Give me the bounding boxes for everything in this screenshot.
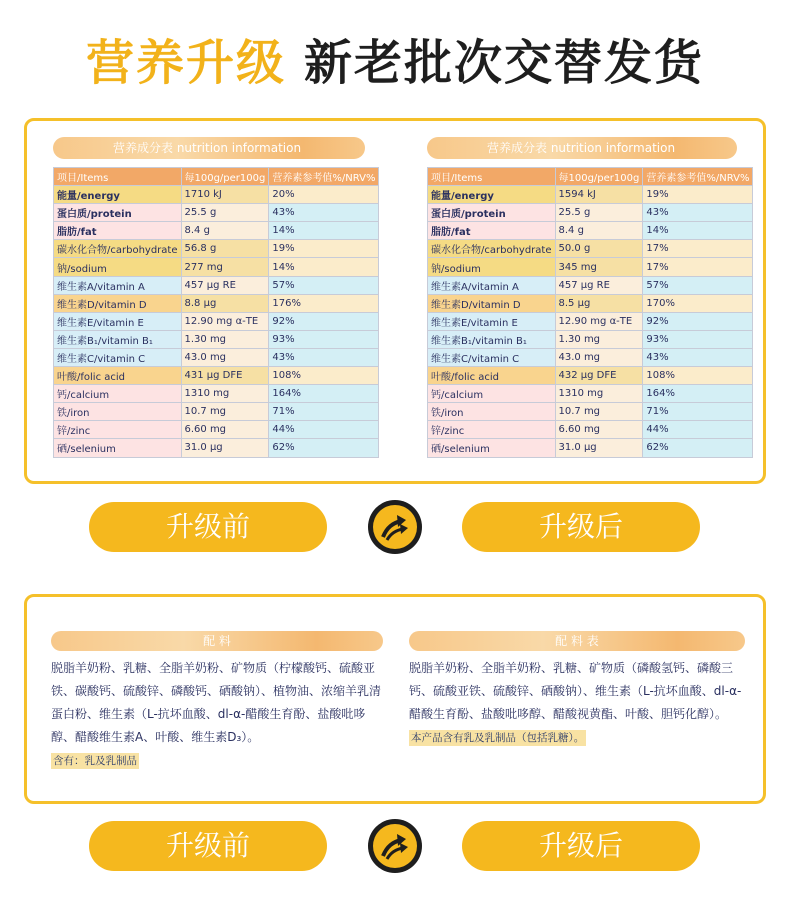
nrv-value: 71% <box>269 403 379 421</box>
nutrient-value: 10.7 mg <box>181 403 269 421</box>
nutrient-name: 锌/zinc <box>54 421 182 439</box>
nutrient-value: 50.0 g <box>555 240 643 258</box>
nutrient-name: 钙/calcium <box>54 385 182 403</box>
nutrient-value: 6.60 mg <box>555 421 643 439</box>
nutrient-value: 10.7 mg <box>555 403 643 421</box>
headline-highlight: 营养升级 <box>85 35 286 91</box>
nutrient-name: 钠/sodium <box>54 258 182 276</box>
ingredients-banner: 配 料 表 <box>409 631 745 651</box>
column-header: 营养素参考值%/NRV% <box>269 168 379 186</box>
column-header: 项目/Items <box>428 168 556 186</box>
table-row <box>54 222 379 240</box>
nutrient-name: 碳水化合物/carbohydrate <box>428 240 556 258</box>
nutrient-value: 31.0 μg <box>555 439 643 457</box>
nutrient-name: 维生素B₁/vitamin B₁ <box>54 330 182 348</box>
table-row <box>428 312 753 330</box>
nrv-value: 43% <box>643 348 753 366</box>
table-row <box>428 385 753 403</box>
upgrade-arrow-icon <box>368 500 422 554</box>
nrv-value: 44% <box>269 421 379 439</box>
nutrient-name: 维生素A/vitamin A <box>428 276 556 294</box>
column-header: 每100g/per100g <box>555 168 643 186</box>
nutrient-value: 8.8 μg <box>181 294 269 312</box>
table-row <box>54 276 379 294</box>
nutrition-banner: 营养成分表 nutrition information <box>53 137 365 159</box>
column-header: 项目/Items <box>54 168 182 186</box>
ingredients-banner: 配 料 <box>51 631 383 651</box>
table-row <box>428 421 753 439</box>
nrv-value: 164% <box>269 385 379 403</box>
column-header: 营养素参考值%/NRV% <box>643 168 753 186</box>
nutrient-name: 钠/sodium <box>428 258 556 276</box>
nrv-value: 14% <box>643 222 753 240</box>
nutrient-name: 钙/calcium <box>428 385 556 403</box>
nrv-value: 14% <box>269 258 379 276</box>
nutrient-name: 能量/energy <box>54 186 182 204</box>
nutrition-table <box>427 167 753 458</box>
nutrient-value: 431 μg DFE <box>181 367 269 385</box>
table-row <box>428 348 753 366</box>
nutrient-name: 维生素C/vitamin C <box>428 348 556 366</box>
new-ingredients <box>409 631 745 746</box>
table-row <box>428 186 753 204</box>
nrv-value: 108% <box>643 367 753 385</box>
old-ingredients <box>51 631 383 769</box>
page-headline <box>0 24 790 93</box>
table-row <box>54 294 379 312</box>
after-label-pill: 升级后 <box>462 821 700 871</box>
nutrient-value: 8.4 g <box>555 222 643 240</box>
nutrient-name: 铁/iron <box>54 403 182 421</box>
nutrient-value: 25.5 g <box>555 204 643 222</box>
table-row <box>54 330 379 348</box>
headline-rest: 新老批次交替发货 <box>304 35 705 91</box>
nutrient-name: 能量/energy <box>428 186 556 204</box>
table-row <box>428 367 753 385</box>
table-row <box>54 439 379 457</box>
table-row <box>54 403 379 421</box>
nutrient-value: 1310 mg <box>181 385 269 403</box>
nrv-value: 43% <box>643 204 753 222</box>
nutrient-name: 蛋白质/protein <box>428 204 556 222</box>
nutrient-name: 脂肪/fat <box>54 222 182 240</box>
nutrient-name: 锌/zinc <box>428 421 556 439</box>
table-row <box>54 186 379 204</box>
nutrient-value: 345 mg <box>555 258 643 276</box>
ingredients-comparison-panel <box>24 594 766 804</box>
nutrient-value: 8.5 μg <box>555 294 643 312</box>
table-row <box>54 385 379 403</box>
nutrient-name: 脂肪/fat <box>428 222 556 240</box>
nutrient-name: 碳水化合物/carbohydrate <box>54 240 182 258</box>
nutrient-value: 12.90 mg α-TE <box>555 312 643 330</box>
nrv-value: 71% <box>643 403 753 421</box>
table-row <box>54 312 379 330</box>
nutrient-value: 432 μg DFE <box>555 367 643 385</box>
nrv-value: 19% <box>269 240 379 258</box>
nutrient-name: 维生素D/vitamin D <box>54 294 182 312</box>
table-row <box>54 367 379 385</box>
nrv-value: 20% <box>269 186 379 204</box>
table-row <box>428 240 753 258</box>
nutrient-value: 31.0 μg <box>181 439 269 457</box>
table-header-row <box>428 168 753 186</box>
nutrient-name: 硒/selenium <box>428 439 556 457</box>
nutrient-value: 12.90 mg α-TE <box>181 312 269 330</box>
nrv-value: 62% <box>269 439 379 457</box>
table-row <box>54 258 379 276</box>
nrv-value: 93% <box>643 330 753 348</box>
nutrient-name: 维生素D/vitamin D <box>428 294 556 312</box>
nutrient-value: 277 mg <box>181 258 269 276</box>
upgrade-arrow-icon <box>368 819 422 873</box>
table-row <box>54 204 379 222</box>
nutrient-name: 铁/iron <box>428 403 556 421</box>
table-row <box>428 276 753 294</box>
nutrient-value: 43.0 mg <box>181 348 269 366</box>
nutrient-name: 叶酸/folic acid <box>54 367 182 385</box>
nrv-value: 17% <box>643 258 753 276</box>
nrv-value: 19% <box>643 186 753 204</box>
before-label-pill: 升级前 <box>89 502 327 552</box>
nrv-value: 44% <box>643 421 753 439</box>
nutrient-value: 25.5 g <box>181 204 269 222</box>
nrv-value: 176% <box>269 294 379 312</box>
table-row <box>428 294 753 312</box>
nrv-value: 57% <box>269 276 379 294</box>
nrv-value: 92% <box>643 312 753 330</box>
table-row <box>428 258 753 276</box>
ingredients-text: 脱脂羊奶粉、全脂羊奶粉、乳糖、矿物质（磷酸氢钙、磷酸三钙、硫酸亚铁、硫酸锌、硒酸钠）、维生素（L-抗坏血酸、dl-α-醋酸生育酚、盐酸吡哆醇、醋酸视黄酯、叶酸、胆钙化醇）。 <box>409 661 742 721</box>
nutrient-value: 8.4 g <box>181 222 269 240</box>
table-row <box>428 403 753 421</box>
table-row <box>54 240 379 258</box>
nutrient-value: 1594 kJ <box>555 186 643 204</box>
nutrient-value: 1710 kJ <box>181 186 269 204</box>
allergen-note: 含有：乳及乳制品 <box>53 755 137 767</box>
nutrient-value: 457 μg RE <box>181 276 269 294</box>
nutrient-name: 维生素B₁/vitamin B₁ <box>428 330 556 348</box>
nrv-value: 62% <box>643 439 753 457</box>
nutrient-value: 1310 mg <box>555 385 643 403</box>
nrv-value: 14% <box>269 222 379 240</box>
nutrient-name: 维生素E/vitamin E <box>428 312 556 330</box>
table-row <box>54 421 379 439</box>
nrv-value: 43% <box>269 348 379 366</box>
allergen-note: 本产品含有乳及乳制品（包括乳糖）。 <box>411 732 585 744</box>
nutrient-value: 56.8 g <box>181 240 269 258</box>
column-header: 每100g/per100g <box>181 168 269 186</box>
ingredients-text: 脱脂羊奶粉、乳糖、全脂羊奶粉、矿物质（柠檬酸钙、硫酸亚铁、碳酸钙、硫酸锌、磷酸钙、硒酸钠）、植物油、浓缩羊乳清蛋白粉、维生素（L-抗坏血酸、dl-α-醋酸生育酚、盐酸吡哆醇、醋酸维生素A、叶酸、维生素D₃）。 <box>51 661 382 744</box>
nutrient-value: 43.0 mg <box>555 348 643 366</box>
old-nutrition-table <box>53 137 376 458</box>
nutrient-value: 457 μg RE <box>555 276 643 294</box>
nrv-value: 57% <box>643 276 753 294</box>
nutrient-value: 6.60 mg <box>181 421 269 439</box>
nutrition-banner: 营养成分表 nutrition information <box>427 137 737 159</box>
nrv-value: 164% <box>643 385 753 403</box>
table-row <box>54 348 379 366</box>
table-row <box>428 222 753 240</box>
nutrient-name: 蛋白质/protein <box>54 204 182 222</box>
nutrient-name: 硒/selenium <box>54 439 182 457</box>
nutrition-comparison-panel <box>24 118 766 484</box>
nutrition-table <box>53 167 379 458</box>
nutrient-value: 1.30 mg <box>181 330 269 348</box>
table-row <box>428 439 753 457</box>
table-row <box>428 204 753 222</box>
before-label-pill: 升级前 <box>89 821 327 871</box>
nrv-value: 170% <box>643 294 753 312</box>
table-row <box>428 330 753 348</box>
after-label-pill: 升级后 <box>462 502 700 552</box>
nutrient-value: 1.30 mg <box>555 330 643 348</box>
new-nutrition-table <box>427 137 750 458</box>
nrv-value: 108% <box>269 367 379 385</box>
nrv-value: 43% <box>269 204 379 222</box>
nutrient-name: 叶酸/folic acid <box>428 367 556 385</box>
nrv-value: 17% <box>643 240 753 258</box>
nutrient-name: 维生素C/vitamin C <box>54 348 182 366</box>
nrv-value: 92% <box>269 312 379 330</box>
nutrient-name: 维生素A/vitamin A <box>54 276 182 294</box>
nutrient-name: 维生素E/vitamin E <box>54 312 182 330</box>
table-header-row <box>54 168 379 186</box>
nrv-value: 93% <box>269 330 379 348</box>
